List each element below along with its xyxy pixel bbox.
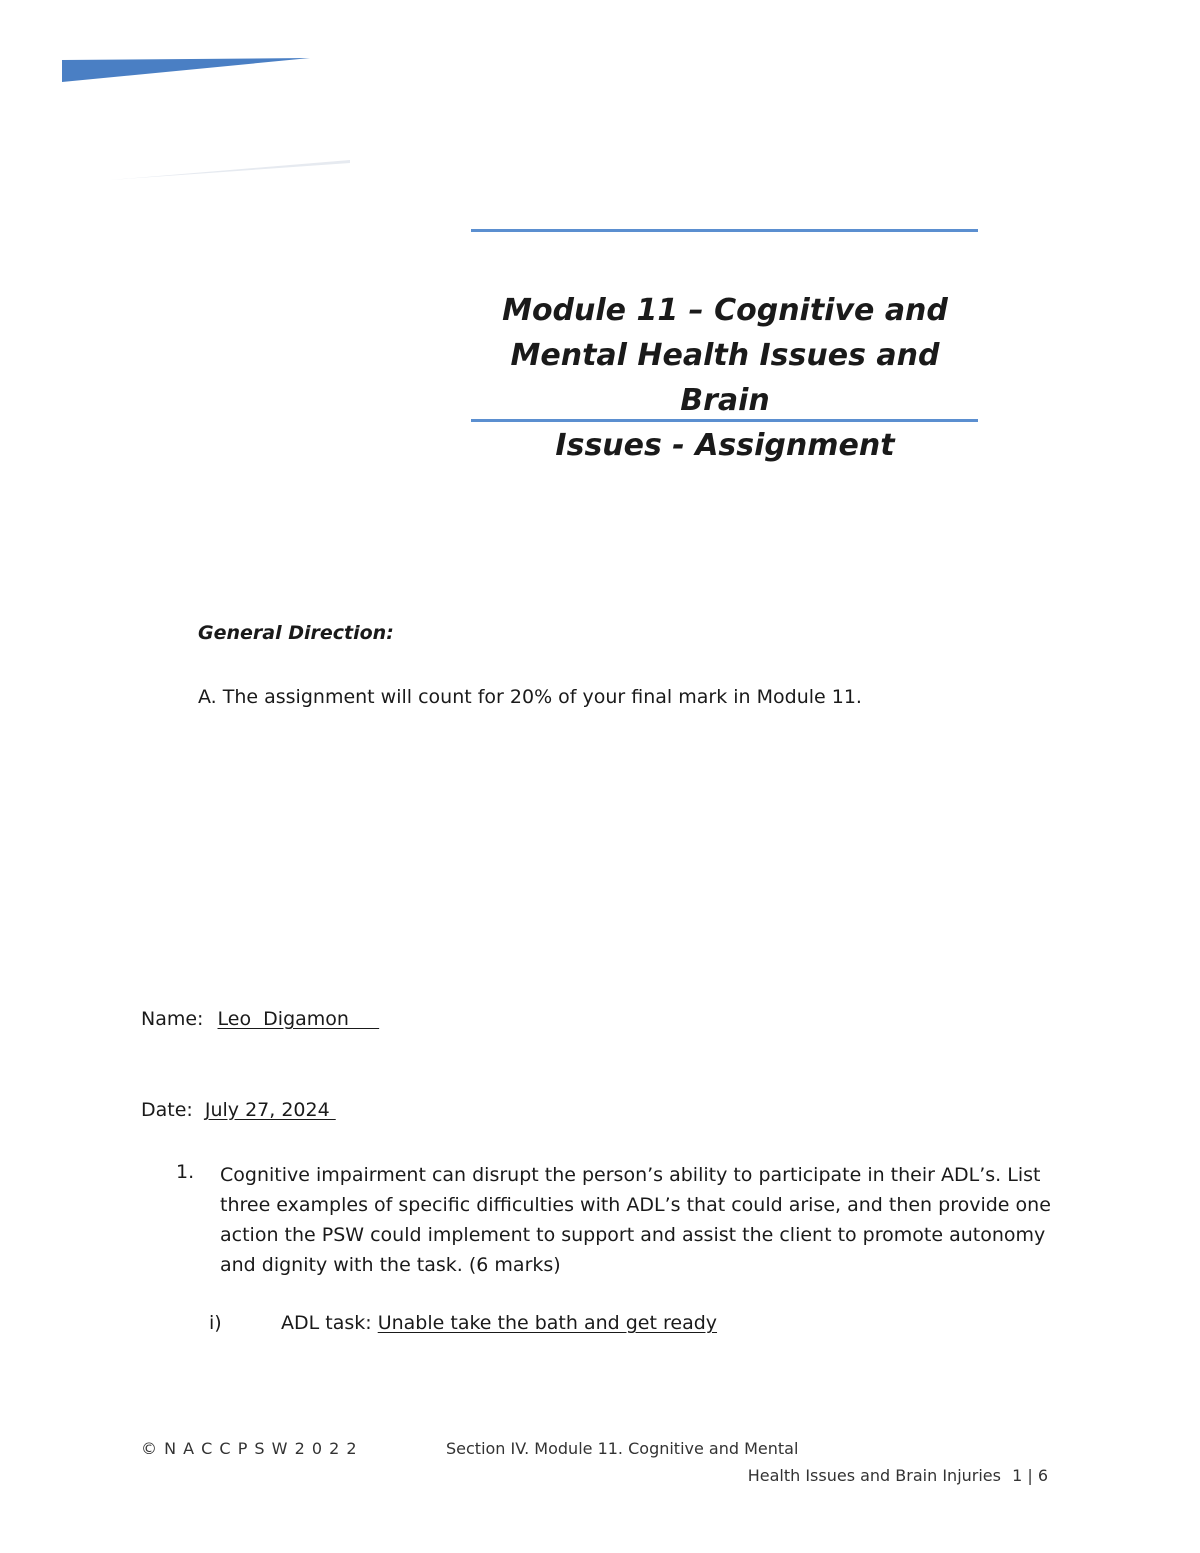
adl-task-answer: Unable take the bath and get ready [377, 1312, 718, 1334]
title-line-3: Issues - Assignment [555, 428, 895, 463]
name-field [141, 1008, 379, 1030]
question-1-text: Cognitive impairment can disrupt the person’s ability to participate in their ADL’s. List three examples of specific difficulties with ADL’s that could arise, and then provide one action the PSW could implement to support and assist the client to promote autonomy and dignity with the task. (6 marks) [220, 1164, 1051, 1276]
title-line-1: Module 11 – Cognitive and [502, 293, 948, 328]
header-logo-graphic [0, 0, 1200, 200]
question-1-sub-i-marker: i) [209, 1312, 222, 1334]
name-value: Leo Digamon [217, 1008, 380, 1030]
adl-task-label: ADL task: [281, 1312, 372, 1334]
footer-section-text: Health Issues and Brain Injuries [747, 1466, 1001, 1485]
question-1-sub-i [281, 1312, 717, 1334]
logo-blue-wedge [62, 58, 310, 82]
footer-section-line-1: Section IV. Module 11. Cognitive and Mental [446, 1439, 799, 1458]
logo-faint-streak [110, 160, 350, 180]
page-title [470, 288, 980, 468]
title-bottom-rule [471, 419, 978, 422]
footer-page-number: 1 | 6 [1012, 1466, 1048, 1485]
title-top-rule [471, 229, 978, 232]
general-direction-item-a: A. The assignment will count for 20% of your final mark in Module 11. [198, 686, 862, 708]
footer-section-line-2 [748, 1466, 1048, 1485]
general-direction-heading: General Direction: [198, 622, 394, 644]
date-field [141, 1099, 336, 1121]
date-label: Date: [141, 1099, 193, 1121]
date-value: July 27, 2024 [204, 1099, 336, 1121]
name-label: Name: [141, 1008, 204, 1030]
question-1-number: 1. [176, 1161, 195, 1183]
footer-copyright: © N A C C P S W 2 0 2 2 [141, 1439, 358, 1458]
title-line-2: Mental Health Issues and Brain [510, 338, 940, 418]
